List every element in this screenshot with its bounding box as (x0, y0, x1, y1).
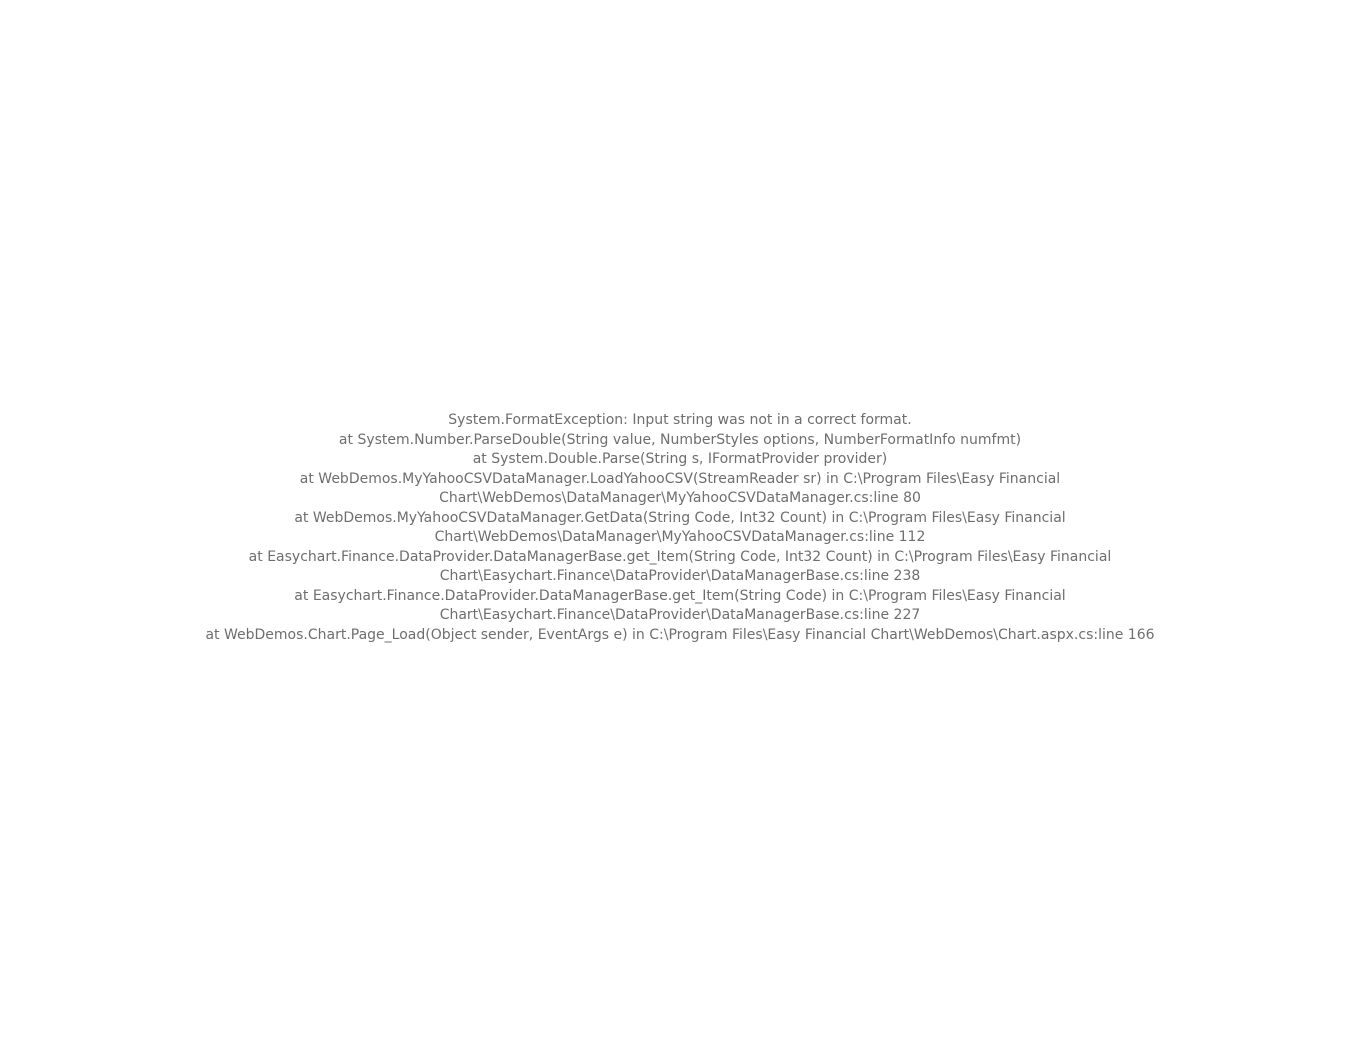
error-stack-trace (205, 411, 1154, 645)
stack-trace-line: at System.Number.ParseDouble(String value, NumberStyles options, NumberFormatInfo numfmt) (338, 431, 1022, 448)
stack-trace-line: at WebDemos.Chart.Page_Load(Object sender, EventArgs e) in C:\Program Files\Easy Financial Chart\WebDemos\Chart.aspx.cs:line 166 (205, 626, 1155, 643)
stack-trace-line: Chart\Easychart.Finance\DataProvider\DataManagerBase.cs:line 238 (439, 568, 921, 584)
stack-trace-line: Chart\WebDemos\DataManager\MyYahooCSVDataManager.cs:line 112 (434, 529, 926, 545)
stack-trace-line: Chart\Easychart.Finance\DataProvider\DataManagerBase.cs:line 227 (439, 607, 921, 623)
exception-message-line: System.FormatException: Input string was not in a correct format. (448, 412, 912, 428)
stack-trace-line: at WebDemos.MyYahooCSVDataManager.GetData(String Code, Int32 Count) in C:\Program Files\Easy Financial (294, 509, 1066, 526)
stack-trace-line: at WebDemos.MyYahooCSVDataManager.LoadYahooCSV(StreamReader sr) in C:\Program Files\Easy Financial (299, 470, 1061, 487)
stack-trace-line: Chart\WebDemos\DataManager\MyYahooCSVDataManager.cs:line 80 (439, 490, 921, 506)
stack-trace-line: at Easychart.Finance.DataProvider.DataManagerBase.get_Item(String Code) in C:\Program Files\Easy Financial (294, 587, 1066, 604)
stack-trace-line: at System.Double.Parse(String s, IFormatProvider provider) (472, 451, 888, 467)
stack-trace-line: at Easychart.Finance.DataProvider.DataManagerBase.get_Item(String Code, Int32 Count) in C:\Program Files\Easy Financial (248, 548, 1112, 565)
